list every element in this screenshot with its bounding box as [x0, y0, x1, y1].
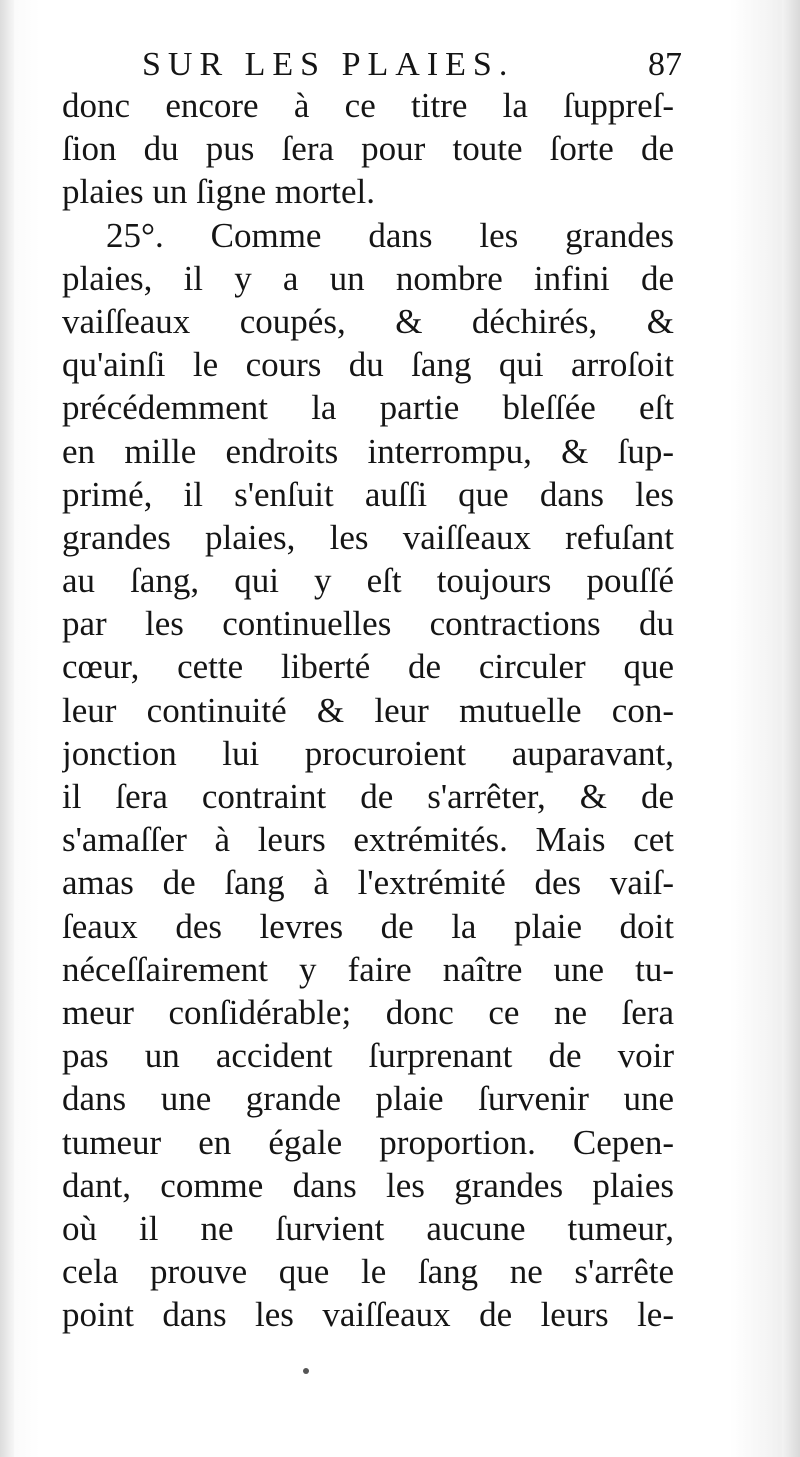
- ink-speck: [303, 1368, 309, 1374]
- text-line: jonction lui procuroient auparavant,: [62, 733, 674, 773]
- text-line: amas de ſang à l'extrémité des vaiſ-: [62, 863, 674, 903]
- text-line: tumeur en égale proportion. Cepen-: [62, 1122, 674, 1162]
- text-line: plaies, il y a un nombre infini de: [62, 258, 674, 298]
- running-head: [142, 40, 682, 90]
- text-line: meur conſidérable; donc ce ne ſera: [62, 992, 674, 1032]
- text-line: donc encore à ce titre la ſuppreſ-: [62, 86, 674, 125]
- text-line: leur continuité & leur mutuelle con-: [62, 690, 674, 730]
- page-number: 87: [648, 46, 682, 83]
- text-line: par les continuelles contractions du: [62, 604, 674, 644]
- text-line: cœur, cette liberté de circuler que: [62, 647, 674, 687]
- text-line: où il ne ſurvient aucune tumeur,: [62, 1208, 674, 1248]
- running-title: SUR LES PLAIES.: [142, 46, 515, 83]
- text-line: point dans les vaiſſeaux de leurs le-: [62, 1295, 674, 1335]
- page-edge-shadow: [782, 0, 800, 1457]
- text-line: ſion du pus ſera pour toute ſorte de: [62, 129, 674, 169]
- text-line: primé, il s'enſuit auſſi que dans les: [62, 474, 674, 514]
- text-line: dans une grande plaie ſurvenir une: [62, 1079, 674, 1119]
- text-line: vaiſſeaux coupés, & déchirés, &: [62, 301, 674, 341]
- body-text: [62, 84, 674, 1336]
- text-line: néceſſairement y faire naître une tu-: [62, 949, 674, 989]
- paragraph-start-line: 25°. Comme dans les grandes: [106, 215, 674, 255]
- text-line: au ſang, qui y eſt toujours pouſſé: [62, 561, 674, 601]
- text-line: qu'ainſi le cours du ſang qui arroſoit: [62, 345, 674, 385]
- text-line: s'amaſſer à leurs extrémités. Mais cet: [62, 820, 674, 860]
- page-gutter-shadow: [0, 0, 14, 1457]
- text-line: en mille endroits interrompu, & ſup-: [62, 431, 674, 471]
- text-line: plaies un ſigne mortel.: [62, 172, 375, 212]
- text-line: précédemment la partie bleſſée eſt: [62, 388, 674, 428]
- text-line: il ſera contraint de s'arrêter, & de: [62, 777, 674, 816]
- text-line: grandes plaies, les vaiſſeaux refuſant: [62, 517, 674, 557]
- text-line: cela prouve que le ſang ne s'arrête: [62, 1252, 674, 1292]
- text-line: ſeaux des levres de la plaie doit: [62, 906, 674, 946]
- text-line: dant, comme dans les grandes plaies: [62, 1165, 674, 1205]
- text-line: pas un accident ſurprenant de voir: [62, 1036, 674, 1076]
